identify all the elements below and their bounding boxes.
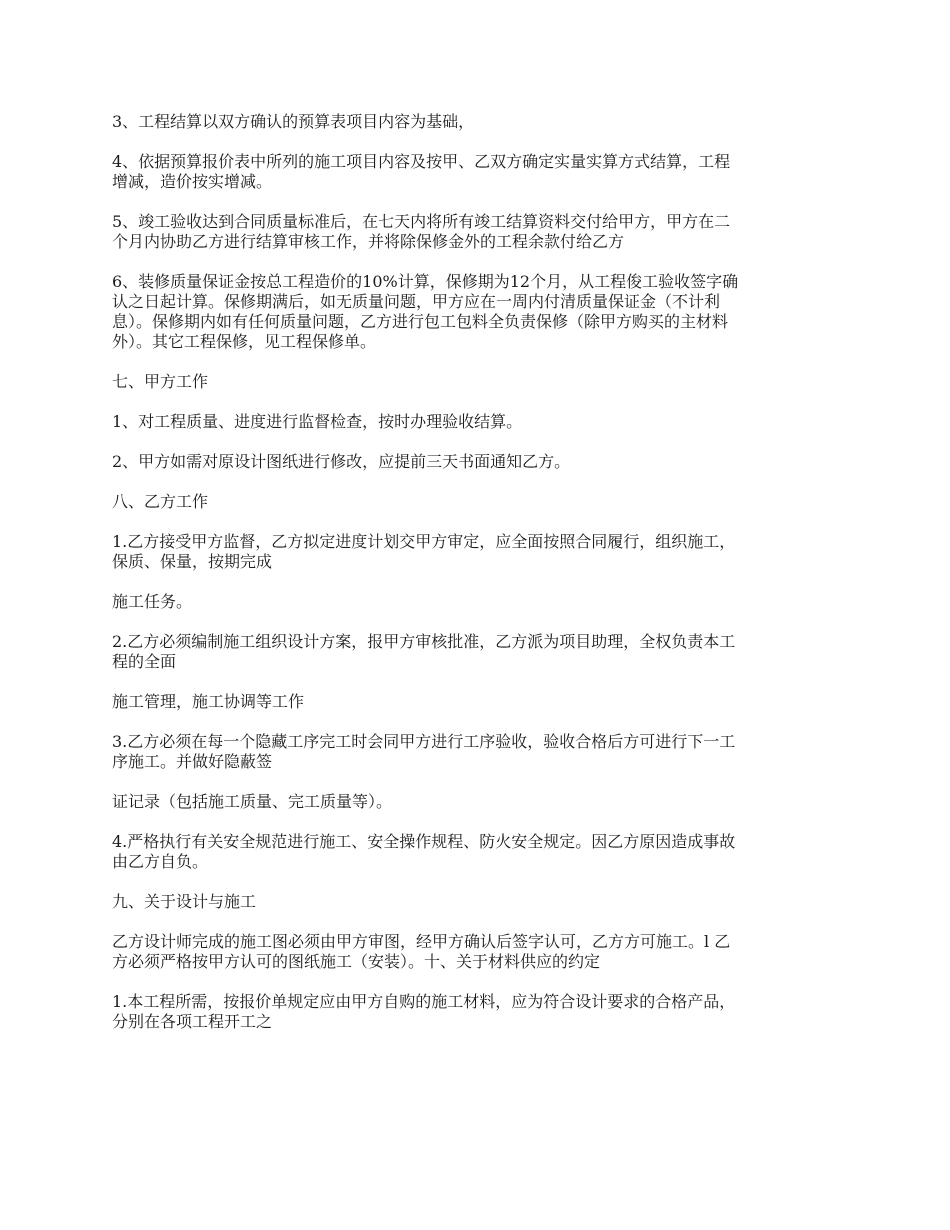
section-heading-design: 九、关于设计与施工 — [112, 892, 257, 911]
clause-party-b-4: 4.严格执行有关安全规范进行施工、安全操作规程、防火安全规定。因乙方原因造成事故 由乙方自负。 — [112, 832, 736, 871]
clause-completion-acceptance: 5、竣工验收达到合同质量标准后，在七天内将所有竣工结算资料交付给甲方，甲方在二 个月内协助乙方进行结算审核工作，并将除保修金外的工程余款付给乙方 — [112, 212, 731, 251]
clause-party-b-1: 1.乙方接受甲方监督，乙方拟定进度计划交甲方审定，应全面按照合同履行，组织施工， 保质、保量，按期完成 — [112, 532, 736, 571]
clause-party-b-2: 2.乙方必须编制施工组织设计方案，报甲方审核批准，乙方派为项目助理，全权负责本工 程的全面 — [112, 632, 736, 671]
clause-settlement-method: 4、依据预算报价表中所列的施工项目内容及按甲、乙双方确定实量实算方式结算，工程 增减，造价按实增减。 — [112, 152, 731, 191]
section-heading-party-a: 七、甲方工作 — [112, 372, 209, 391]
clause-party-b-3: 3.乙方必须在每一个隐藏工序完工时会同甲方进行工序验收，验收合格后方可进行下一工 序施工。并做好隐蔽签 — [112, 732, 736, 771]
clause-party-b-1-cont: 施工任务。 — [112, 592, 193, 611]
clause-party-a-1: 1、对工程质量、进度进行监督检查，按时办理验收结算。 — [112, 412, 523, 431]
clause-party-a-2: 2、甲方如需对原设计图纸进行修改，应提前三天书面通知乙方。 — [112, 452, 571, 471]
clause-settlement-basis: 3、工程结算以双方确认的预算表项目内容为基础， — [112, 112, 475, 131]
section-heading-party-b: 八、乙方工作 — [112, 492, 209, 511]
clause-party-b-3-cont: 证记录（包括施工质量、完工质量等）。 — [112, 792, 393, 811]
clause-quality-deposit: 6、装修质量保证金按总工程造价的10%计算，保修期为12个月，从工程俊工验收签字确 认之日起计算。保修期满后，如无质量问题，甲方应在一周内付清质量保证金（不计利 息）。保修期内如有任何质量问题，乙方进行包工包料全负责保修（除甲方购买的主材料 外）。其它工程保修，见工程保修单。 — [112, 272, 739, 351]
clause-materials-1: 1.本工程所需，按报价单规定应由甲方自购的施工材料，应为符合设计要求的合格产品， 分别在各项工程开工之 — [112, 992, 736, 1031]
document-page — [112, 112, 840, 1052]
clause-design-approval: 乙方设计师完成的施工图必须由甲方审图，经甲方确认后签字认可，乙方方可施工。l 乙 方必须严格按甲方认可的图纸施工（安装）。十、关于材料供应的约定 — [112, 932, 731, 971]
clause-party-b-2-cont: 施工管理，施工协调等工作 — [112, 692, 305, 711]
